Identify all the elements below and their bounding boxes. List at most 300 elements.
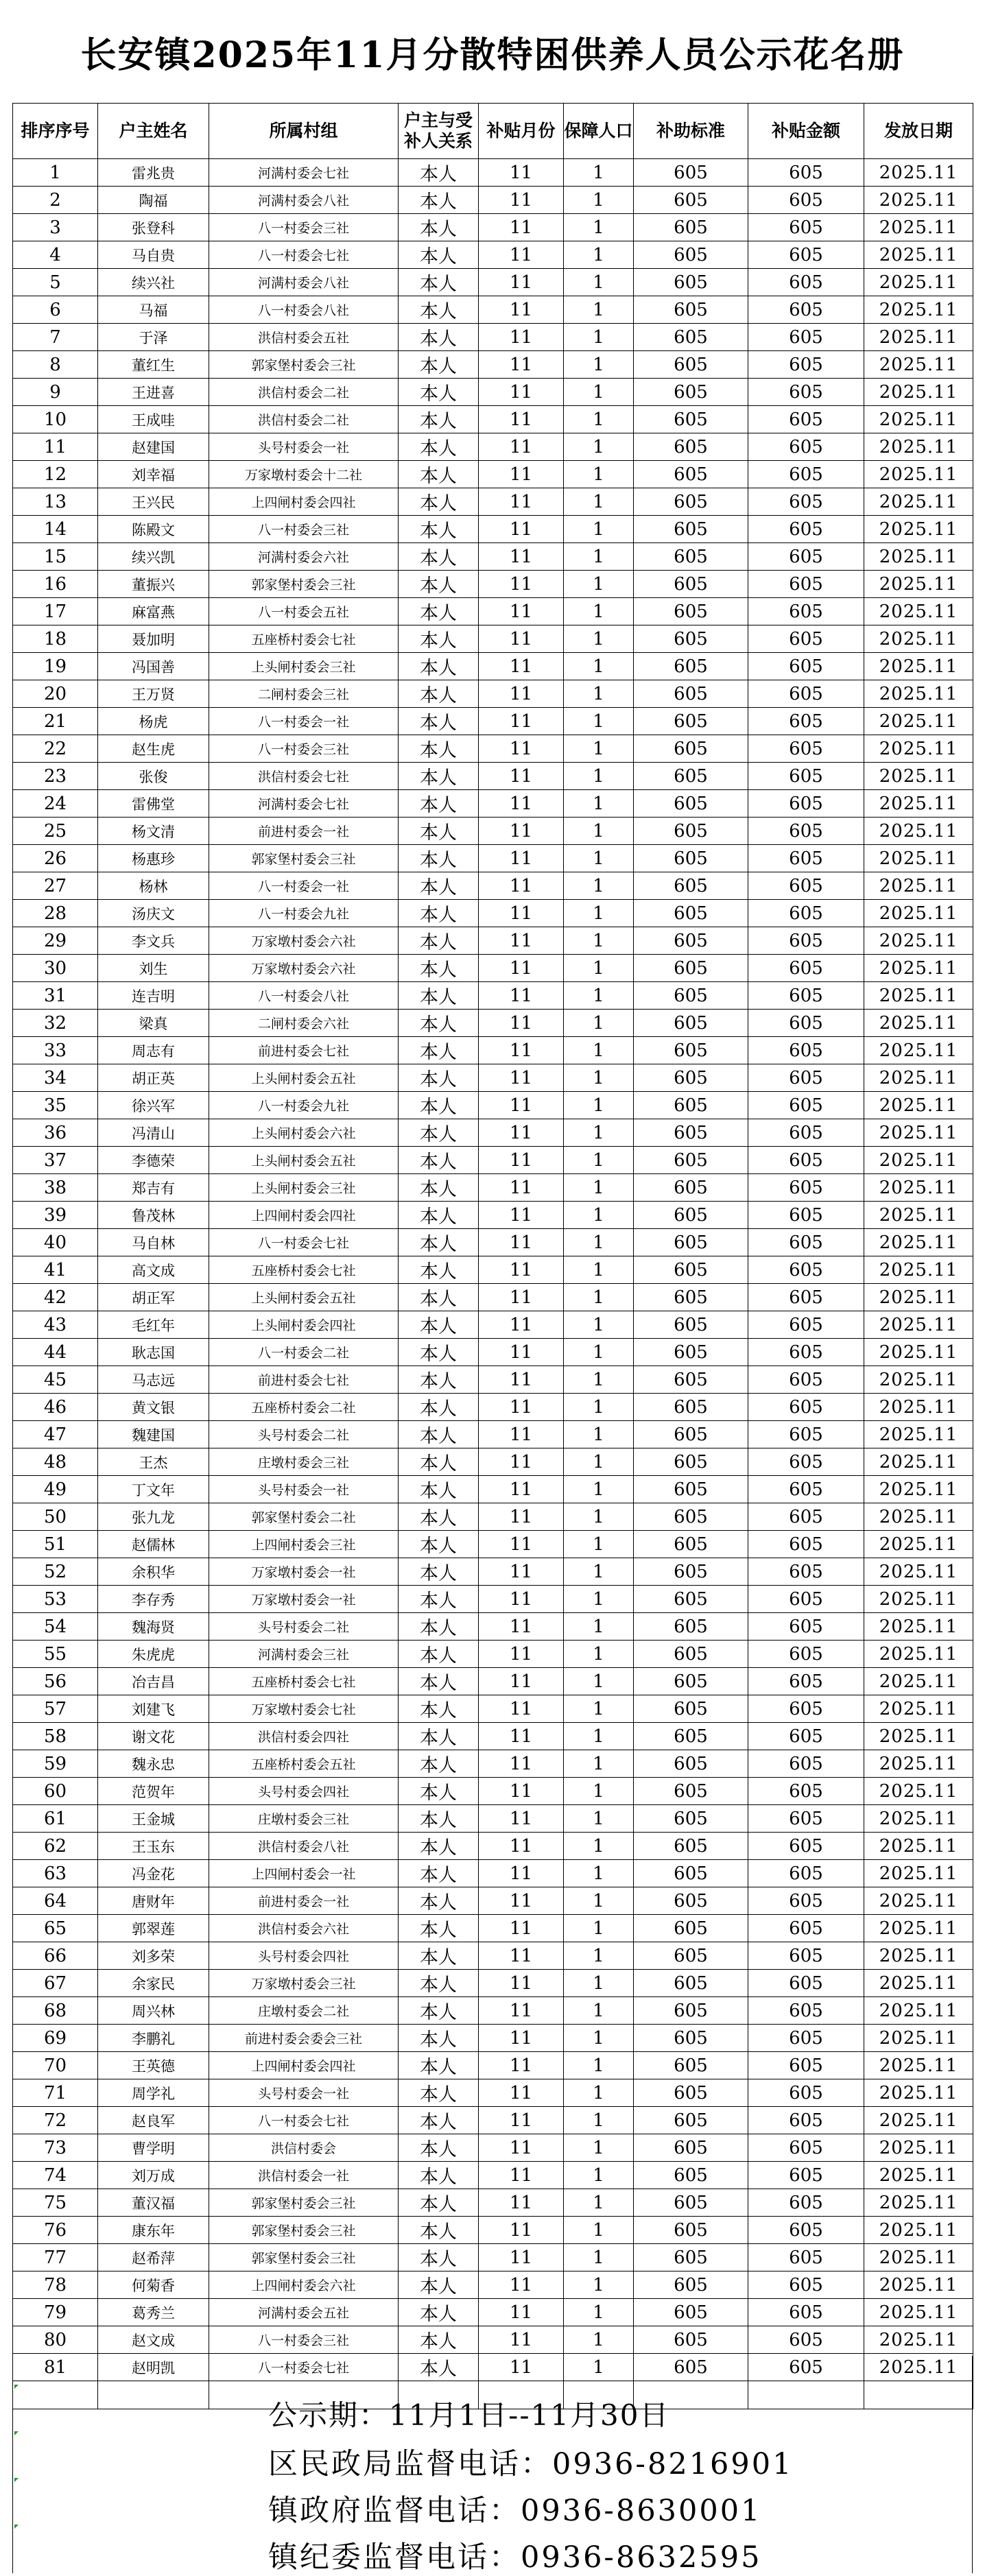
cell-population: 1 [564, 653, 634, 680]
table-row [13, 241, 973, 269]
discipline-committee-phone: 镇纪委监督电话：0936-8632595 [268, 2540, 762, 2575]
cell-standard: 605 [634, 1119, 748, 1147]
cell-amount: 605 [748, 1558, 864, 1586]
cell-standard: 605 [634, 598, 748, 625]
cell-index: 58 [13, 1723, 98, 1750]
cell-name: 丁文年 [98, 1476, 209, 1503]
cell-index: 78 [13, 2271, 98, 2299]
table-row [13, 1860, 973, 1887]
cell-standard: 605 [634, 1970, 748, 1997]
table-row [13, 625, 973, 653]
cell-amount: 605 [748, 2217, 864, 2244]
cell-village: 上头闸村委会五社 [209, 1284, 399, 1311]
cell-relation: 本人 [399, 1860, 479, 1887]
cell-date: 2025.11 [864, 269, 973, 296]
cell-name: 马自贵 [98, 241, 209, 269]
table-row [13, 1805, 973, 1833]
cell-name: 赵儒林 [98, 1531, 209, 1558]
cell-name: 王金城 [98, 1805, 209, 1833]
cell-index: 67 [13, 1970, 98, 1997]
cell-relation: 本人 [399, 1586, 479, 1613]
cell-index: 8 [13, 351, 98, 379]
cell-standard: 605 [634, 1037, 748, 1064]
cell-index: 68 [13, 1997, 98, 2025]
cell-amount: 605 [748, 2079, 864, 2107]
cell-relation: 本人 [399, 982, 479, 1010]
cell-amount: 605 [748, 187, 864, 214]
cell-amount: 605 [748, 818, 864, 845]
cell-village: 二闸村委会三社 [209, 680, 399, 708]
cell-date: 2025.11 [864, 1970, 973, 1997]
cell-village: 八一村委会三社 [209, 516, 399, 543]
cell-name: 刘建飞 [98, 1695, 209, 1723]
cell-amount: 605 [748, 1448, 864, 1476]
cell-village: 前进村委会一社 [209, 818, 399, 845]
cell-month: 11 [479, 763, 564, 790]
cell-name: 高文成 [98, 1256, 209, 1284]
cell-name: 冯清山 [98, 1119, 209, 1147]
cell-date: 2025.11 [864, 680, 973, 708]
cell-population: 1 [564, 1010, 634, 1037]
cell-index: 18 [13, 625, 98, 653]
cell-village: 洪信村委会六社 [209, 1915, 399, 1942]
cell-amount: 605 [748, 927, 864, 955]
cell-month: 11 [479, 708, 564, 735]
cell-population: 1 [564, 1064, 634, 1092]
cell-amount: 605 [748, 1942, 864, 1970]
cell-date: 2025.11 [864, 461, 973, 488]
cell-month: 11 [479, 1119, 564, 1147]
cell-population: 1 [564, 433, 634, 461]
cell-amount: 605 [748, 1339, 864, 1366]
cell-month: 11 [479, 1750, 564, 1778]
cell-date: 2025.11 [864, 2079, 973, 2107]
cell-relation: 本人 [399, 1668, 479, 1695]
cell-month: 11 [479, 2271, 564, 2299]
cell-amount: 605 [748, 1970, 864, 1997]
cell-month: 11 [479, 2354, 564, 2381]
cell-name: 葛秀兰 [98, 2299, 209, 2326]
cell-amount: 605 [748, 1010, 864, 1037]
cell-population: 1 [564, 1174, 634, 1202]
table-row [13, 735, 973, 763]
cell-amount: 605 [748, 1723, 864, 1750]
cell-population: 1 [564, 1723, 634, 1750]
cell-month: 11 [479, 1448, 564, 1476]
cell-name: 李鹏礼 [98, 2025, 209, 2052]
page-title: 长安镇2025年11月分散特困供养人员公示花名册 [80, 34, 905, 76]
cell-amount: 605 [748, 1531, 864, 1558]
cell-index: 74 [13, 2162, 98, 2189]
cell-village: 万家墩村委会三社 [209, 1970, 399, 1997]
cell-standard: 605 [634, 872, 748, 900]
cell-index: 26 [13, 845, 98, 872]
cell-village: 八一村委会七社 [209, 2107, 399, 2134]
cell-date: 2025.11 [864, 1668, 973, 1695]
cell-amount: 605 [748, 2134, 864, 2162]
cell-index: 39 [13, 1202, 98, 1229]
cell-village: 河满村委会八社 [209, 269, 399, 296]
cell-relation: 本人 [399, 872, 479, 900]
cell-name: 梁真 [98, 1010, 209, 1037]
cell-relation: 本人 [399, 1476, 479, 1503]
cell-standard: 605 [634, 2079, 748, 2107]
cell-month: 11 [479, 1311, 564, 1339]
cell-index: 48 [13, 1448, 98, 1476]
cell-standard: 605 [634, 982, 748, 1010]
cell-population: 1 [564, 1366, 634, 1394]
cell-population: 1 [564, 1119, 634, 1147]
cell-date: 2025.11 [864, 1915, 973, 1942]
cell-name: 续兴社 [98, 269, 209, 296]
cell-month: 11 [479, 1915, 564, 1942]
cell-date: 2025.11 [864, 653, 973, 680]
cell-relation: 本人 [399, 241, 479, 269]
cell-village: 前进村委会七社 [209, 1366, 399, 1394]
cell-name: 杨林 [98, 872, 209, 900]
table-row [13, 1394, 973, 1421]
cell-relation: 本人 [399, 571, 479, 598]
cell-standard: 605 [634, 790, 748, 818]
cell-standard: 605 [634, 214, 748, 241]
cell-population: 1 [564, 1668, 634, 1695]
table-row [13, 2244, 973, 2271]
cell-village: 八一村委会一社 [209, 708, 399, 735]
cell-index: 41 [13, 1256, 98, 1284]
cell-index: 10 [13, 406, 98, 433]
cell-relation: 本人 [399, 653, 479, 680]
cell-village: 上四闸村委会四社 [209, 1202, 399, 1229]
cell-date: 2025.11 [864, 1064, 973, 1092]
cell-village: 上四闸村委会六社 [209, 2271, 399, 2299]
cell-village: 洪信村委会 [209, 2134, 399, 2162]
cell-index: 22 [13, 735, 98, 763]
cell-date: 2025.11 [864, 1723, 973, 1750]
cell-village: 八一村委会九社 [209, 900, 399, 927]
cell-standard: 605 [634, 625, 748, 653]
cell-index: 42 [13, 1284, 98, 1311]
cell-standard: 605 [634, 1064, 748, 1092]
cell-marker-icon [14, 2431, 19, 2435]
cell-amount: 605 [748, 1064, 864, 1092]
cell-relation: 本人 [399, 1037, 479, 1064]
cell-index: 54 [13, 1613, 98, 1641]
cell-name: 杨虎 [98, 708, 209, 735]
cell-month: 11 [479, 324, 564, 351]
cell-date: 2025.11 [864, 2025, 973, 2052]
cell-population: 1 [564, 351, 634, 379]
cell-date: 2025.11 [864, 1997, 973, 2025]
cell-village: 上头闸村委会六社 [209, 1119, 399, 1147]
cell-relation: 本人 [399, 2162, 479, 2189]
cell-population: 1 [564, 2107, 634, 2134]
cell-relation: 本人 [399, 2189, 479, 2217]
cell-date: 2025.11 [864, 982, 973, 1010]
cell-month: 11 [479, 1723, 564, 1750]
cell-month: 11 [479, 241, 564, 269]
cell-standard: 605 [634, 516, 748, 543]
table-row [13, 1366, 973, 1394]
cell-name: 雷佛堂 [98, 790, 209, 818]
cell-relation: 本人 [399, 955, 479, 982]
cell-date: 2025.11 [864, 1586, 973, 1613]
table-row [13, 1174, 973, 1202]
cell-name: 唐财年 [98, 1887, 209, 1915]
cell-village: 八一村委会九社 [209, 1092, 399, 1119]
cell-relation: 本人 [399, 433, 479, 461]
cell-date: 2025.11 [864, 406, 973, 433]
cell-village: 万家墩村委会一社 [209, 1586, 399, 1613]
cell-index: 30 [13, 955, 98, 982]
cell-date: 2025.11 [864, 1010, 973, 1037]
cell-index: 72 [13, 2107, 98, 2134]
cell-month: 11 [479, 1010, 564, 1037]
cell-index: 66 [13, 1942, 98, 1970]
cell-index: 50 [13, 1503, 98, 1531]
cell-amount: 605 [748, 1695, 864, 1723]
table-row [13, 1311, 973, 1339]
cell-index: 21 [13, 708, 98, 735]
cell-name: 刘万成 [98, 2162, 209, 2189]
cell-standard: 605 [634, 1805, 748, 1833]
cell-amount: 605 [748, 1229, 864, 1256]
cell-date: 2025.11 [864, 1887, 973, 1915]
cell-relation: 本人 [399, 1064, 479, 1092]
cell-village: 上四闸村委会四社 [209, 488, 399, 516]
table-row [13, 1887, 973, 1915]
cell-standard: 605 [634, 1229, 748, 1256]
cell-village: 郭家堡村委会三社 [209, 351, 399, 379]
cell-standard: 605 [634, 2052, 748, 2079]
cell-name: 李存秀 [98, 1586, 209, 1613]
cell-amount: 605 [748, 1641, 864, 1668]
cell-village: 洪信村委会二社 [209, 379, 399, 406]
cell-index: 57 [13, 1695, 98, 1723]
cell-index: 40 [13, 1229, 98, 1256]
cell-relation: 本人 [399, 818, 479, 845]
cell-index: 49 [13, 1476, 98, 1503]
cell-date: 2025.11 [864, 433, 973, 461]
cell-amount: 605 [748, 488, 864, 516]
cell-name: 雷兆贵 [98, 159, 209, 187]
cell-village: 八一村委会三社 [209, 2326, 399, 2354]
cell-date: 2025.11 [864, 488, 973, 516]
cell-village: 郭家堡村委会三社 [209, 2217, 399, 2244]
cell-standard: 605 [634, 351, 748, 379]
cell-relation: 本人 [399, 1229, 479, 1256]
cell-date: 2025.11 [864, 1448, 973, 1476]
table-row [13, 1695, 973, 1723]
cell-amount: 605 [748, 680, 864, 708]
cell-name: 王杰 [98, 1448, 209, 1476]
cell-name: 范贺年 [98, 1778, 209, 1805]
cell-month: 11 [479, 845, 564, 872]
cell-relation: 本人 [399, 2079, 479, 2107]
table-row [13, 516, 973, 543]
cell-name: 黄文银 [98, 1394, 209, 1421]
cell-population: 1 [564, 735, 634, 763]
cell-population: 1 [564, 1942, 634, 1970]
cell-standard: 605 [634, 406, 748, 433]
cell-date: 2025.11 [864, 214, 973, 241]
cell-relation: 本人 [399, 625, 479, 653]
cell-marker-icon [14, 2385, 19, 2389]
cell-index: 37 [13, 1147, 98, 1174]
table-row [13, 214, 973, 241]
cell-date: 2025.11 [864, 2299, 973, 2326]
cell-population: 1 [564, 2134, 634, 2162]
cell-village: 八一村委会二社 [209, 1339, 399, 1366]
cell-village: 上四闸村委会四社 [209, 2052, 399, 2079]
col-header-index: 排序序号 [13, 104, 98, 159]
cell-village: 头号村委会一社 [209, 433, 399, 461]
cell-name: 周学礼 [98, 2079, 209, 2107]
cell-name: 王万贤 [98, 680, 209, 708]
cell-relation: 本人 [399, 1119, 479, 1147]
cell-month: 11 [479, 1366, 564, 1394]
cell-month: 11 [479, 1092, 564, 1119]
roster-table [12, 103, 973, 2409]
cell-date: 2025.11 [864, 927, 973, 955]
cell-amount: 605 [748, 2271, 864, 2299]
cell-amount: 605 [748, 1092, 864, 1119]
cell-month: 11 [479, 1860, 564, 1887]
cell-village: 上头闸村委会四社 [209, 1311, 399, 1339]
cell-index: 80 [13, 2326, 98, 2354]
cell-village: 八一村委会三社 [209, 735, 399, 763]
cell-date: 2025.11 [864, 2354, 973, 2381]
cell-name: 耿志国 [98, 1339, 209, 1366]
cell-amount: 605 [748, 982, 864, 1010]
cell-month: 11 [479, 2107, 564, 2134]
cell-relation: 本人 [399, 598, 479, 625]
cell-population: 1 [564, 1394, 634, 1421]
table-row [13, 269, 973, 296]
cell-standard: 605 [634, 1503, 748, 1531]
cell-name: 李德荣 [98, 1147, 209, 1174]
cell-index: 59 [13, 1750, 98, 1778]
cell-month: 11 [479, 1997, 564, 2025]
cell-month: 11 [479, 516, 564, 543]
table-row [13, 818, 973, 845]
cell-name: 冯金花 [98, 1860, 209, 1887]
cell-amount: 605 [748, 2162, 864, 2189]
cell-name: 汤庆文 [98, 900, 209, 927]
cell-relation: 本人 [399, 461, 479, 488]
cell-date: 2025.11 [864, 543, 973, 571]
cell-village: 庄墩村委会三社 [209, 1805, 399, 1833]
cell-relation: 本人 [399, 1531, 479, 1558]
cell-village: 郭家堡村委会三社 [209, 845, 399, 872]
cell-index: 47 [13, 1421, 98, 1448]
table-row [13, 598, 973, 625]
cell-amount: 605 [748, 2052, 864, 2079]
cell-relation: 本人 [399, 790, 479, 818]
cell-date: 2025.11 [864, 1339, 973, 1366]
cell-amount: 605 [748, 2326, 864, 2354]
cell-name: 马志远 [98, 1366, 209, 1394]
cell-village: 前进村委会七社 [209, 1037, 399, 1064]
cell-amount: 605 [748, 1613, 864, 1641]
cell-name: 赵建国 [98, 433, 209, 461]
cell-index: 12 [13, 461, 98, 488]
cell-name: 鲁茂林 [98, 1202, 209, 1229]
table-row [13, 2271, 973, 2299]
cell-relation: 本人 [399, 900, 479, 927]
table-row [13, 2025, 973, 2052]
cell-amount: 605 [748, 1284, 864, 1311]
cell-name: 郭翠莲 [98, 1915, 209, 1942]
cell-date: 2025.11 [864, 818, 973, 845]
cell-population: 1 [564, 982, 634, 1010]
cell-month: 11 [479, 1339, 564, 1366]
cell-name: 刘幸福 [98, 461, 209, 488]
cell-population: 1 [564, 1256, 634, 1284]
table-row [13, 1010, 973, 1037]
cell-index: 70 [13, 2052, 98, 2079]
cell-village: 八一村委会五社 [209, 598, 399, 625]
cell-population: 1 [564, 2189, 634, 2217]
cell-index: 43 [13, 1311, 98, 1339]
cell-relation: 本人 [399, 1915, 479, 1942]
cell-index: 31 [13, 982, 98, 1010]
cell-month: 11 [479, 653, 564, 680]
cell-name: 曹学明 [98, 2134, 209, 2162]
cell-index: 1 [13, 159, 98, 187]
cell-index: 77 [13, 2244, 98, 2271]
cell-name: 陶福 [98, 187, 209, 214]
cell-standard: 605 [634, 461, 748, 488]
cell-standard: 605 [634, 1531, 748, 1558]
cell-name: 胡正英 [98, 1064, 209, 1092]
cell-standard: 605 [634, 1476, 748, 1503]
cell-relation: 本人 [399, 324, 479, 351]
cell-relation: 本人 [399, 1092, 479, 1119]
cell-standard: 605 [634, 2326, 748, 2354]
table-row [13, 680, 973, 708]
cell-name: 康东年 [98, 2217, 209, 2244]
cell-amount: 605 [748, 1037, 864, 1064]
cell-name: 郑吉有 [98, 1174, 209, 1202]
cell-index: 13 [13, 488, 98, 516]
cell-amount: 605 [748, 1805, 864, 1833]
cell-population: 1 [564, 1613, 634, 1641]
cell-amount: 605 [748, 351, 864, 379]
cell-index: 36 [13, 1119, 98, 1147]
cell-standard: 605 [634, 2244, 748, 2271]
cell-standard: 605 [634, 1147, 748, 1174]
cell-relation: 本人 [399, 2299, 479, 2326]
cell-population: 1 [564, 406, 634, 433]
cell-standard: 605 [634, 955, 748, 982]
table-row [13, 1558, 973, 1586]
cell-relation: 本人 [399, 680, 479, 708]
cell-population: 1 [564, 1778, 634, 1805]
cell-amount: 605 [748, 1421, 864, 1448]
cell-relation: 本人 [399, 2326, 479, 2354]
cell-month: 11 [479, 1558, 564, 1586]
cell-village: 头号村委会四社 [209, 1778, 399, 1805]
cell-month: 11 [479, 269, 564, 296]
cell-amount: 605 [748, 598, 864, 625]
cell-index: 5 [13, 269, 98, 296]
cell-index: 19 [13, 653, 98, 680]
cell-amount: 605 [748, 735, 864, 763]
cell-amount: 605 [748, 1119, 864, 1147]
cell-population: 1 [564, 708, 634, 735]
table-row [13, 2079, 973, 2107]
cell-name: 冶吉昌 [98, 1668, 209, 1695]
